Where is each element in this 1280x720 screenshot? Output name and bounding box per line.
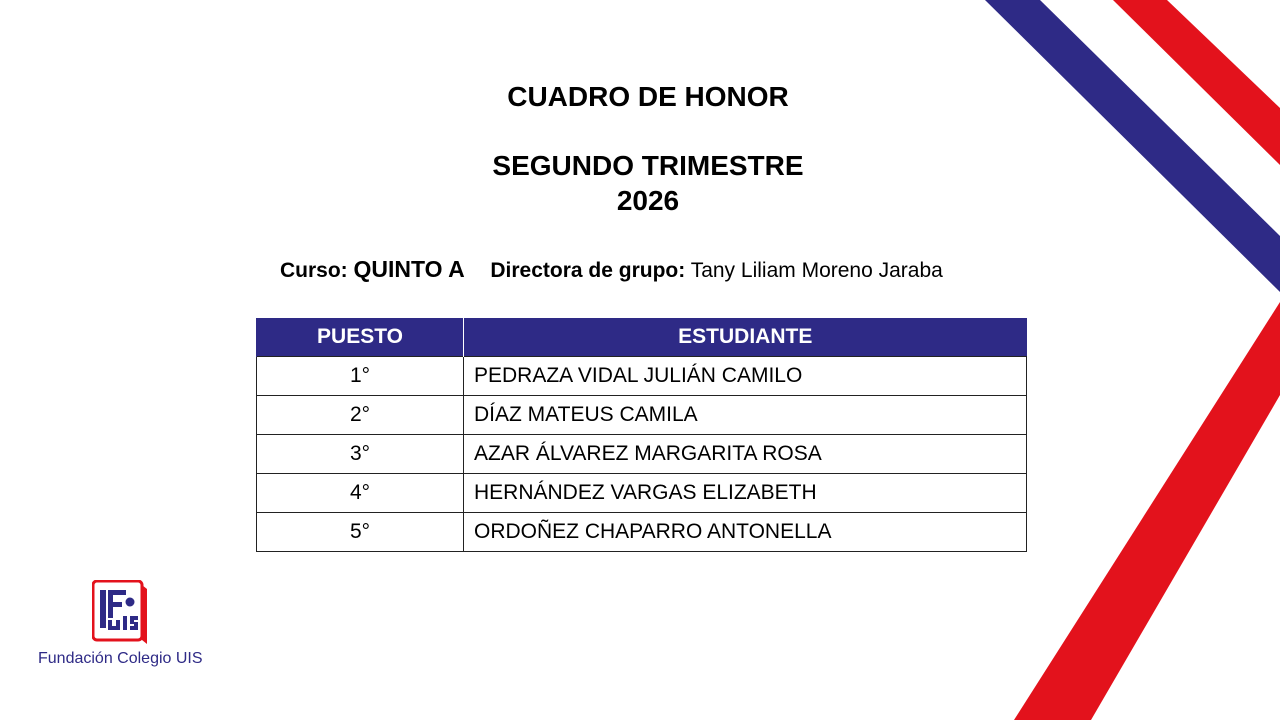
position-cell: 4° [257, 474, 464, 513]
blue-stripe [985, 0, 1280, 292]
page-title: CUADRO DE HONOR [507, 81, 789, 112]
student-cell: HERNÁNDEZ VARGAS ELIZABETH [464, 474, 1027, 513]
table-row [257, 513, 1027, 552]
header-student: ESTUDIANTE [464, 318, 1027, 357]
organization-name: Fundación Colegio UIS [38, 650, 203, 667]
director-label: Directora de grupo: [490, 259, 686, 282]
honor-table [256, 318, 1027, 552]
position-cell: 3° [257, 435, 464, 474]
school-logo-icon [92, 580, 148, 646]
red-stripe-bottom [1014, 302, 1280, 720]
header-position: PUESTO [257, 318, 464, 357]
course-value: QUINTO A [353, 256, 465, 282]
student-cell: DÍAZ MATEUS CAMILA [464, 396, 1027, 435]
table-row [257, 396, 1027, 435]
student-cell: ORDOÑEZ CHAPARRO ANTONELLA [464, 513, 1027, 552]
student-cell: PEDRAZA VIDAL JULIÁN CAMILO [464, 357, 1027, 396]
table-row [257, 357, 1027, 396]
position-cell: 2° [257, 396, 464, 435]
year-title: 2026 [616, 185, 680, 216]
period-title: SEGUNDO TRIMESTRE [492, 150, 804, 181]
position-cell: 5° [257, 513, 464, 552]
director-value: Tany Liliam Moreno Jaraba [690, 259, 943, 282]
course-info [280, 256, 943, 283]
course-label: Curso: [280, 259, 348, 282]
student-cell: AZAR ÁLVAREZ MARGARITA ROSA [464, 435, 1027, 474]
position-cell: 1° [257, 357, 464, 396]
table-row [257, 474, 1027, 513]
table-row [257, 435, 1027, 474]
table-header-row [257, 318, 1027, 357]
